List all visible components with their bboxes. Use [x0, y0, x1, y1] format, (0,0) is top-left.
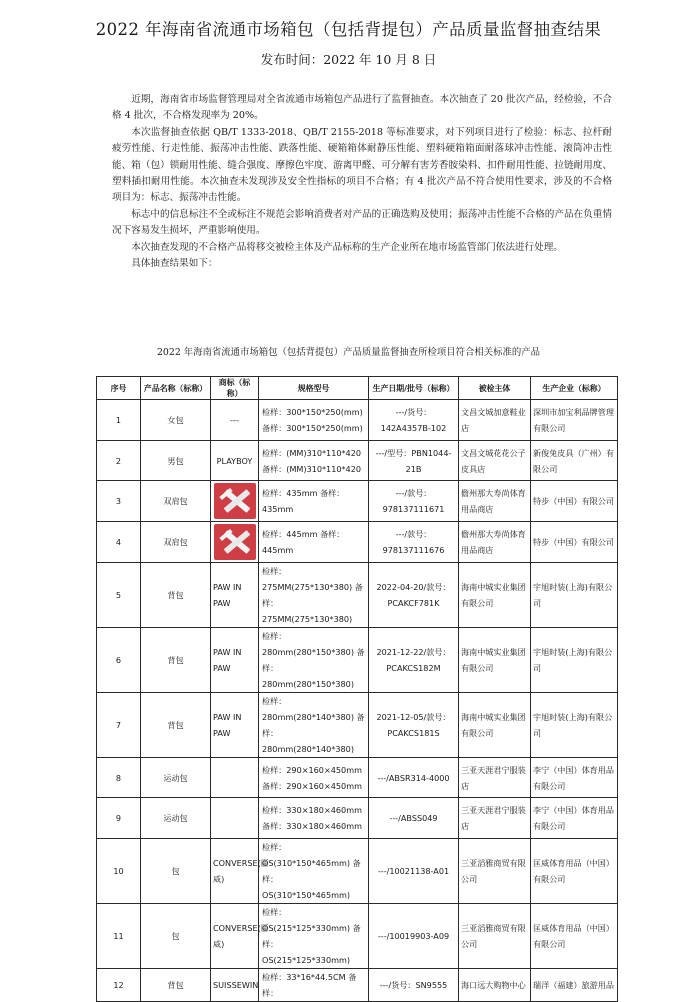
cell-no: 3	[97, 481, 141, 522]
table-row	[97, 757, 618, 798]
cell-date-batch: ---/货号：142A4357B-102	[369, 400, 459, 441]
cell-brand	[211, 757, 259, 798]
cell-inspected-entity: 文昌文城花花公子皮具店	[459, 440, 531, 481]
cell-inspected-entity: 儋州那大寿尚体育用品商店	[459, 481, 531, 522]
cell-inspected-entity: 海南中城实业集团有限公司	[459, 627, 531, 692]
table-row	[97, 522, 618, 563]
cell-brand: CONVERSE(匡威)	[211, 839, 259, 904]
cell-manufacturer: 深圳市加宝利品牌管理有限公司	[531, 400, 618, 441]
table-row	[97, 969, 618, 1002]
cell-brand: SUISSEWIN	[211, 969, 259, 1002]
paragraph-intro: 近期，海南省市场监督管理局对全省流通市场箱包产品进行了监督抽查。本次抽查了 20 批次产品，经检验，不合格 4 批次，不合格发现率为 20%。	[112, 94, 612, 122]
cell-spec: 检样：(MM)310*110*420 备样：(MM)310*110*420	[259, 440, 369, 481]
cell-product-name: 运动包	[141, 798, 211, 839]
cell-product-name: 运动包	[141, 757, 211, 798]
cell-date-batch: 2021-12-05/款号：PCAKCS181S	[369, 692, 459, 757]
paragraph-impact: 标志中的信息标注不全或标注不规范会影响消费者对产品的正确选购及使用；振荡冲击性能不合格的产品在负重情况下容易发生损坏，严重影响使用。	[112, 208, 612, 237]
table-title: 2022 年海南省流通市场箱包（包括背提包）产品质量监督抽查所检项目符合相关标准的产品	[156, 347, 541, 358]
cell-date-batch: ---/10021138-A01	[369, 839, 459, 904]
table-row	[97, 692, 618, 757]
cell-product-name: 包	[141, 904, 211, 969]
cell-product-name: 背包	[141, 692, 211, 757]
cell-date-batch: ---/型号：PBN1044-21B	[369, 440, 459, 481]
cell-spec: 检样：435mm 备样：435mm	[259, 481, 369, 522]
table-row	[97, 627, 618, 692]
cell-manufacturer: 新俊兔皮具（广州）有限公司	[531, 440, 618, 481]
header-brand: 商标（标称）	[211, 377, 259, 400]
cell-no: 6	[97, 627, 141, 692]
paragraph-handling: 本次抽查发现的不合格产品将移交被检主体及产品标称的生产企业所在地市场监管部门依法进行处理。	[131, 241, 563, 253]
cell-date-batch: ---/10019903-A09	[369, 904, 459, 969]
cell-manufacturer: 匡威体育用品（中国）有限公司	[531, 904, 618, 969]
cell-manufacturer: 宇旭时装(上海)有限公司	[531, 627, 618, 692]
cell-inspected-entity: 儋州那大寿尚体育用品商店	[459, 522, 531, 563]
cell-spec: 检样：275MM(275*130*380) 备样：275MM(275*130*380)	[259, 562, 369, 627]
table-row	[97, 798, 618, 839]
cell-spec: 检样：OS(215*125*330mm) 备样：OS(215*125*330mm)	[259, 904, 369, 969]
cell-no: 12	[97, 969, 141, 1002]
cell-manufacturer: 宇旭时装(上海)有限公司	[531, 692, 618, 757]
cell-brand	[211, 481, 259, 522]
cell-no: 1	[97, 400, 141, 441]
cell-date-batch: ---/货号：SN9555	[369, 969, 459, 1002]
cell-product-name: 女包	[141, 400, 211, 441]
cell-no: 11	[97, 904, 141, 969]
cell-no: 7	[97, 692, 141, 757]
cell-product-name: 背包	[141, 627, 211, 692]
cell-product-name: 双肩包	[141, 522, 211, 563]
cell-date-batch: ---/ABSR314-4000	[369, 757, 459, 798]
cell-product-name: 双肩包	[141, 481, 211, 522]
cell-date-batch: ---/款号：978137111671	[369, 481, 459, 522]
table-row	[97, 481, 618, 522]
cell-spec: 检样：300*150*250(mm) 备样：300*150*250(mm)	[259, 400, 369, 441]
cell-no: 4	[97, 522, 141, 563]
paragraph-results-intro: 具体抽查结果如下：	[131, 258, 218, 270]
cell-brand: PAW IN PAW	[211, 627, 259, 692]
cell-product-name: 男包	[141, 440, 211, 481]
cell-manufacturer: 特步（中国）有限公司	[531, 481, 618, 522]
cell-spec: 检样：280mm(280*150*380) 备样：280mm(280*150*380)	[259, 627, 369, 692]
cell-spec: 检样：280mm(280*140*380) 备样：280mm(280*140*380)	[259, 692, 369, 757]
cell-no: 9	[97, 798, 141, 839]
cell-no: 5	[97, 562, 141, 627]
cell-manufacturer: 匡威体育用品（中国）有限公司	[531, 839, 618, 904]
cell-no: 2	[97, 440, 141, 481]
cell-spec: 检样：330×180×460mm 备样：330×180×460mm	[259, 798, 369, 839]
cell-manufacturer: 瑞洋（福建）旅游用品	[531, 969, 618, 1002]
cell-brand: PLAYBOY	[211, 440, 259, 481]
cell-inspected-entity: 三亚天涯君宁服装店	[459, 757, 531, 798]
cell-inspected-entity: 海口远大购物中心	[459, 969, 531, 1002]
header-manufacturer: 生产企业（标称）	[531, 377, 618, 400]
cell-spec: 检样：290×160×450mm 备样：290×160×450mm	[259, 757, 369, 798]
cell-brand: PAW IN PAW	[211, 562, 259, 627]
cell-inspected-entity: 文昌文城加意鞋业店	[459, 400, 531, 441]
cell-brand	[211, 798, 259, 839]
cell-brand: CONVERSE(匡威)	[211, 904, 259, 969]
body-text	[112, 92, 612, 272]
cell-date-batch: ---/款号：978137111676	[369, 522, 459, 563]
cell-brand: PAW IN PAW	[211, 692, 259, 757]
cell-product-name: 背包	[141, 969, 211, 1002]
xtep-logo-icon	[214, 483, 256, 519]
results-table	[96, 376, 618, 1002]
cell-no: 10	[97, 839, 141, 904]
cell-manufacturer: 特步（中国）有限公司	[531, 522, 618, 563]
cell-product-name: 包	[141, 839, 211, 904]
header-date-batch: 生产日期/批号（标称）	[369, 377, 459, 400]
table-row	[97, 440, 618, 481]
table-row	[97, 904, 618, 969]
header-inspected-entity: 被检主体	[459, 377, 531, 400]
cell-manufacturer: 李宁（中国）体育用品有限公司	[531, 757, 618, 798]
cell-date-batch: ---/ABSS049	[369, 798, 459, 839]
cell-inspected-entity: 海南中城实业集团有限公司	[459, 562, 531, 627]
paragraph-standards: 本次监督抽查依据 QB/T 1333-2018、QB/T 2155-2018 等标准要求，对下列项目进行了检验：标志、拉杆耐疲劳性能、行走性能、振荡冲击性能、跌落性能、硬箱箱体耐静压性能、塑料硬箱箱面耐落球冲击性能、滚筒冲击性能、箱（包）锁耐用性能、缝合强度、摩擦色牢度、游离甲醛、可分解有害芳香胺染料、扣件耐用性能、拉链耐用度、塑料插扣耐用性能。本次抽查未发现涉及安全性指标的项目不合格；有 4 批次产品不符合使用性要求，涉及的不合格项目为：标志、振荡冲击性能。	[112, 126, 612, 204]
cell-inspected-entity: 三亚天涯君宁服装店	[459, 798, 531, 839]
header-spec: 规格型号	[259, 377, 369, 400]
cell-no: 8	[97, 757, 141, 798]
cell-inspected-entity: 三亚滔雅商贸有限公司	[459, 904, 531, 969]
publish-date: 发布时间：2022 年 10 月 8 日	[260, 52, 437, 67]
cell-date-batch: 2021-12-22/款号：PCAKCS182M	[369, 627, 459, 692]
cell-manufacturer: 李宁（中国）体育用品有限公司	[531, 798, 618, 839]
cell-spec: 检样：OS(310*150*465mm) 备样：OS(310*150*465mm)	[259, 839, 369, 904]
table-header-row	[97, 377, 618, 400]
cell-manufacturer: 宇旭时装(上海)有限公司	[531, 562, 618, 627]
cell-inspected-entity: 三亚滔雅商贸有限公司	[459, 839, 531, 904]
cell-product-name: 背包	[141, 562, 211, 627]
table-row	[97, 562, 618, 627]
page-title: 2022 年海南省流通市场箱包（包括背提包）产品质量监督抽查结果	[95, 20, 602, 39]
xtep-logo-icon	[214, 524, 256, 560]
cell-spec: 检样：445mm 备样：445mm	[259, 522, 369, 563]
cell-inspected-entity: 海南中城实业集团有限公司	[459, 692, 531, 757]
cell-spec: 检样：33*16*44.5CM 备样：	[259, 969, 369, 1002]
header-product-name: 产品名称（标称）	[141, 377, 211, 400]
cell-brand	[211, 522, 259, 563]
table-row	[97, 400, 618, 441]
header-no: 序号	[97, 377, 141, 400]
table-row	[97, 839, 618, 904]
cell-date-batch: 2022-04-20/款号：PCAKCF781K	[369, 562, 459, 627]
cell-brand: ---	[211, 400, 259, 441]
